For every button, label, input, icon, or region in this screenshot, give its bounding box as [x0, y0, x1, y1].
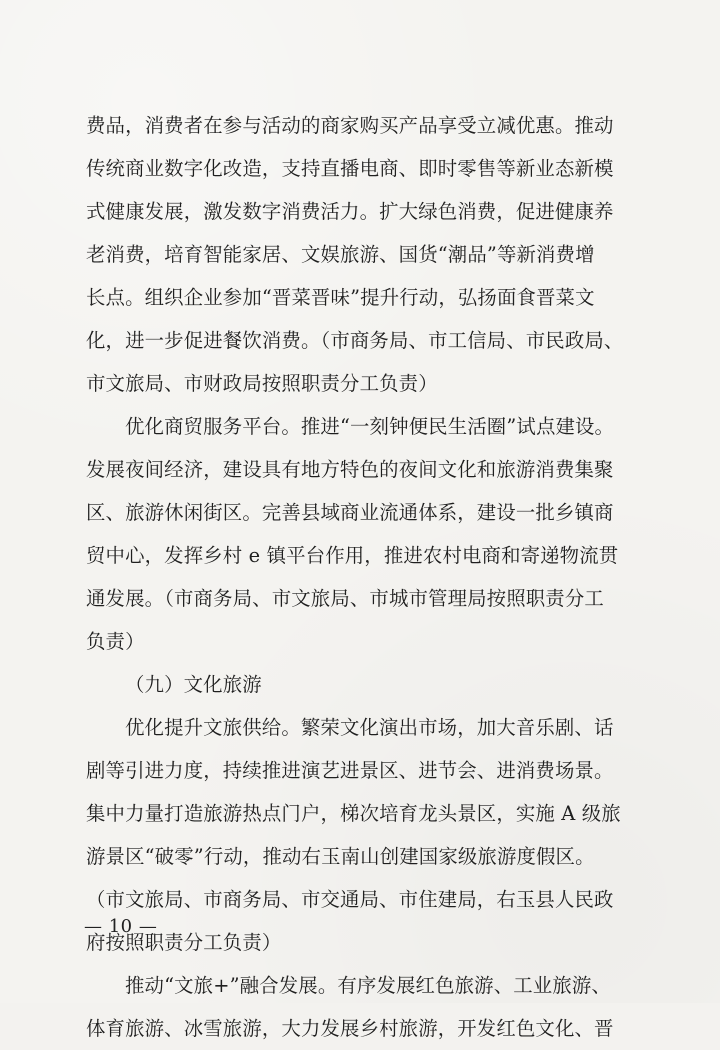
paragraph-line: 集中力量打造旅游热点门户，梯次培育龙头景区，实施 A 级旅 — [86, 802, 621, 825]
paragraph-line: 通发展。（市商务局、市文旅局、市城市管理局按照职责分工 — [86, 587, 604, 610]
paragraph-line: 传统商业数字化改造，支持直播电商、即时零售等新业态新模 — [86, 157, 614, 180]
paragraph-line: 市文旅局、市财政局按照职责分工负责） — [86, 372, 438, 395]
page-number: — 10 — — [84, 916, 158, 937]
paragraph-line: 长点。组织企业参加“晋菜晋味”提升行动，弘扬面食晋菜文 — [86, 286, 595, 309]
document-body — [86, 104, 626, 1050]
paragraph-line: 府按照职责分工负责） — [86, 931, 282, 954]
paragraph-line: 优化提升文旅供给。繁荣文化演出市场，加大音乐剧、话 — [125, 716, 614, 739]
paragraph-line: 推动“文旅+”融合发展。有序发展红色旅游、工业旅游、 — [125, 974, 611, 997]
paragraph-line: 老消费，培育智能家居、文娱旅游、国货“潮品”等新消费增 — [86, 243, 595, 266]
paragraph-line: 化，进一步促进餐饮消费。（市商务局、市工信局、市民政局、 — [86, 329, 624, 352]
paragraph-line: 优化商贸服务平台。推进“一刻钟便民生活圈”试点建设。 — [125, 415, 615, 438]
paragraph-line: 发展夜间经济，建设具有地方特色的夜间文化和旅游消费集聚 — [86, 458, 614, 481]
paragraph-line: 区、旅游休闲街区。完善县域商业流通体系，建设一批乡镇商 — [86, 501, 614, 524]
paragraph-line: 负责） — [86, 630, 145, 653]
section-heading: （九）文化旅游 — [125, 673, 262, 696]
paragraph-line: 费品，消费者在参与活动的商家购买产品享受立减优惠。推动 — [86, 114, 614, 137]
paragraph-line: 体育旅游、冰雪旅游，大力发展乡村旅游，开发红色文化、晋 — [86, 1017, 614, 1040]
paragraph-line: 游景区“破零”行动，推动右玉南山创建国家级旅游度假区。 — [86, 845, 595, 868]
paragraph-line: 剧等引进力度，持续推进演艺进景区、进节会、进消费场景。 — [86, 759, 614, 782]
paragraph-line: （市文旅局、市商务局、市交通局、市住建局，右玉县人民政 — [86, 888, 614, 911]
paragraph-line: 式健康发展，激发数字消费活力。扩大绿色消费，促进健康养 — [86, 200, 614, 223]
paragraph-line: 贸中心，发挥乡村 e 镇平台作用，推进农村电商和寄递物流贯 — [86, 544, 619, 567]
